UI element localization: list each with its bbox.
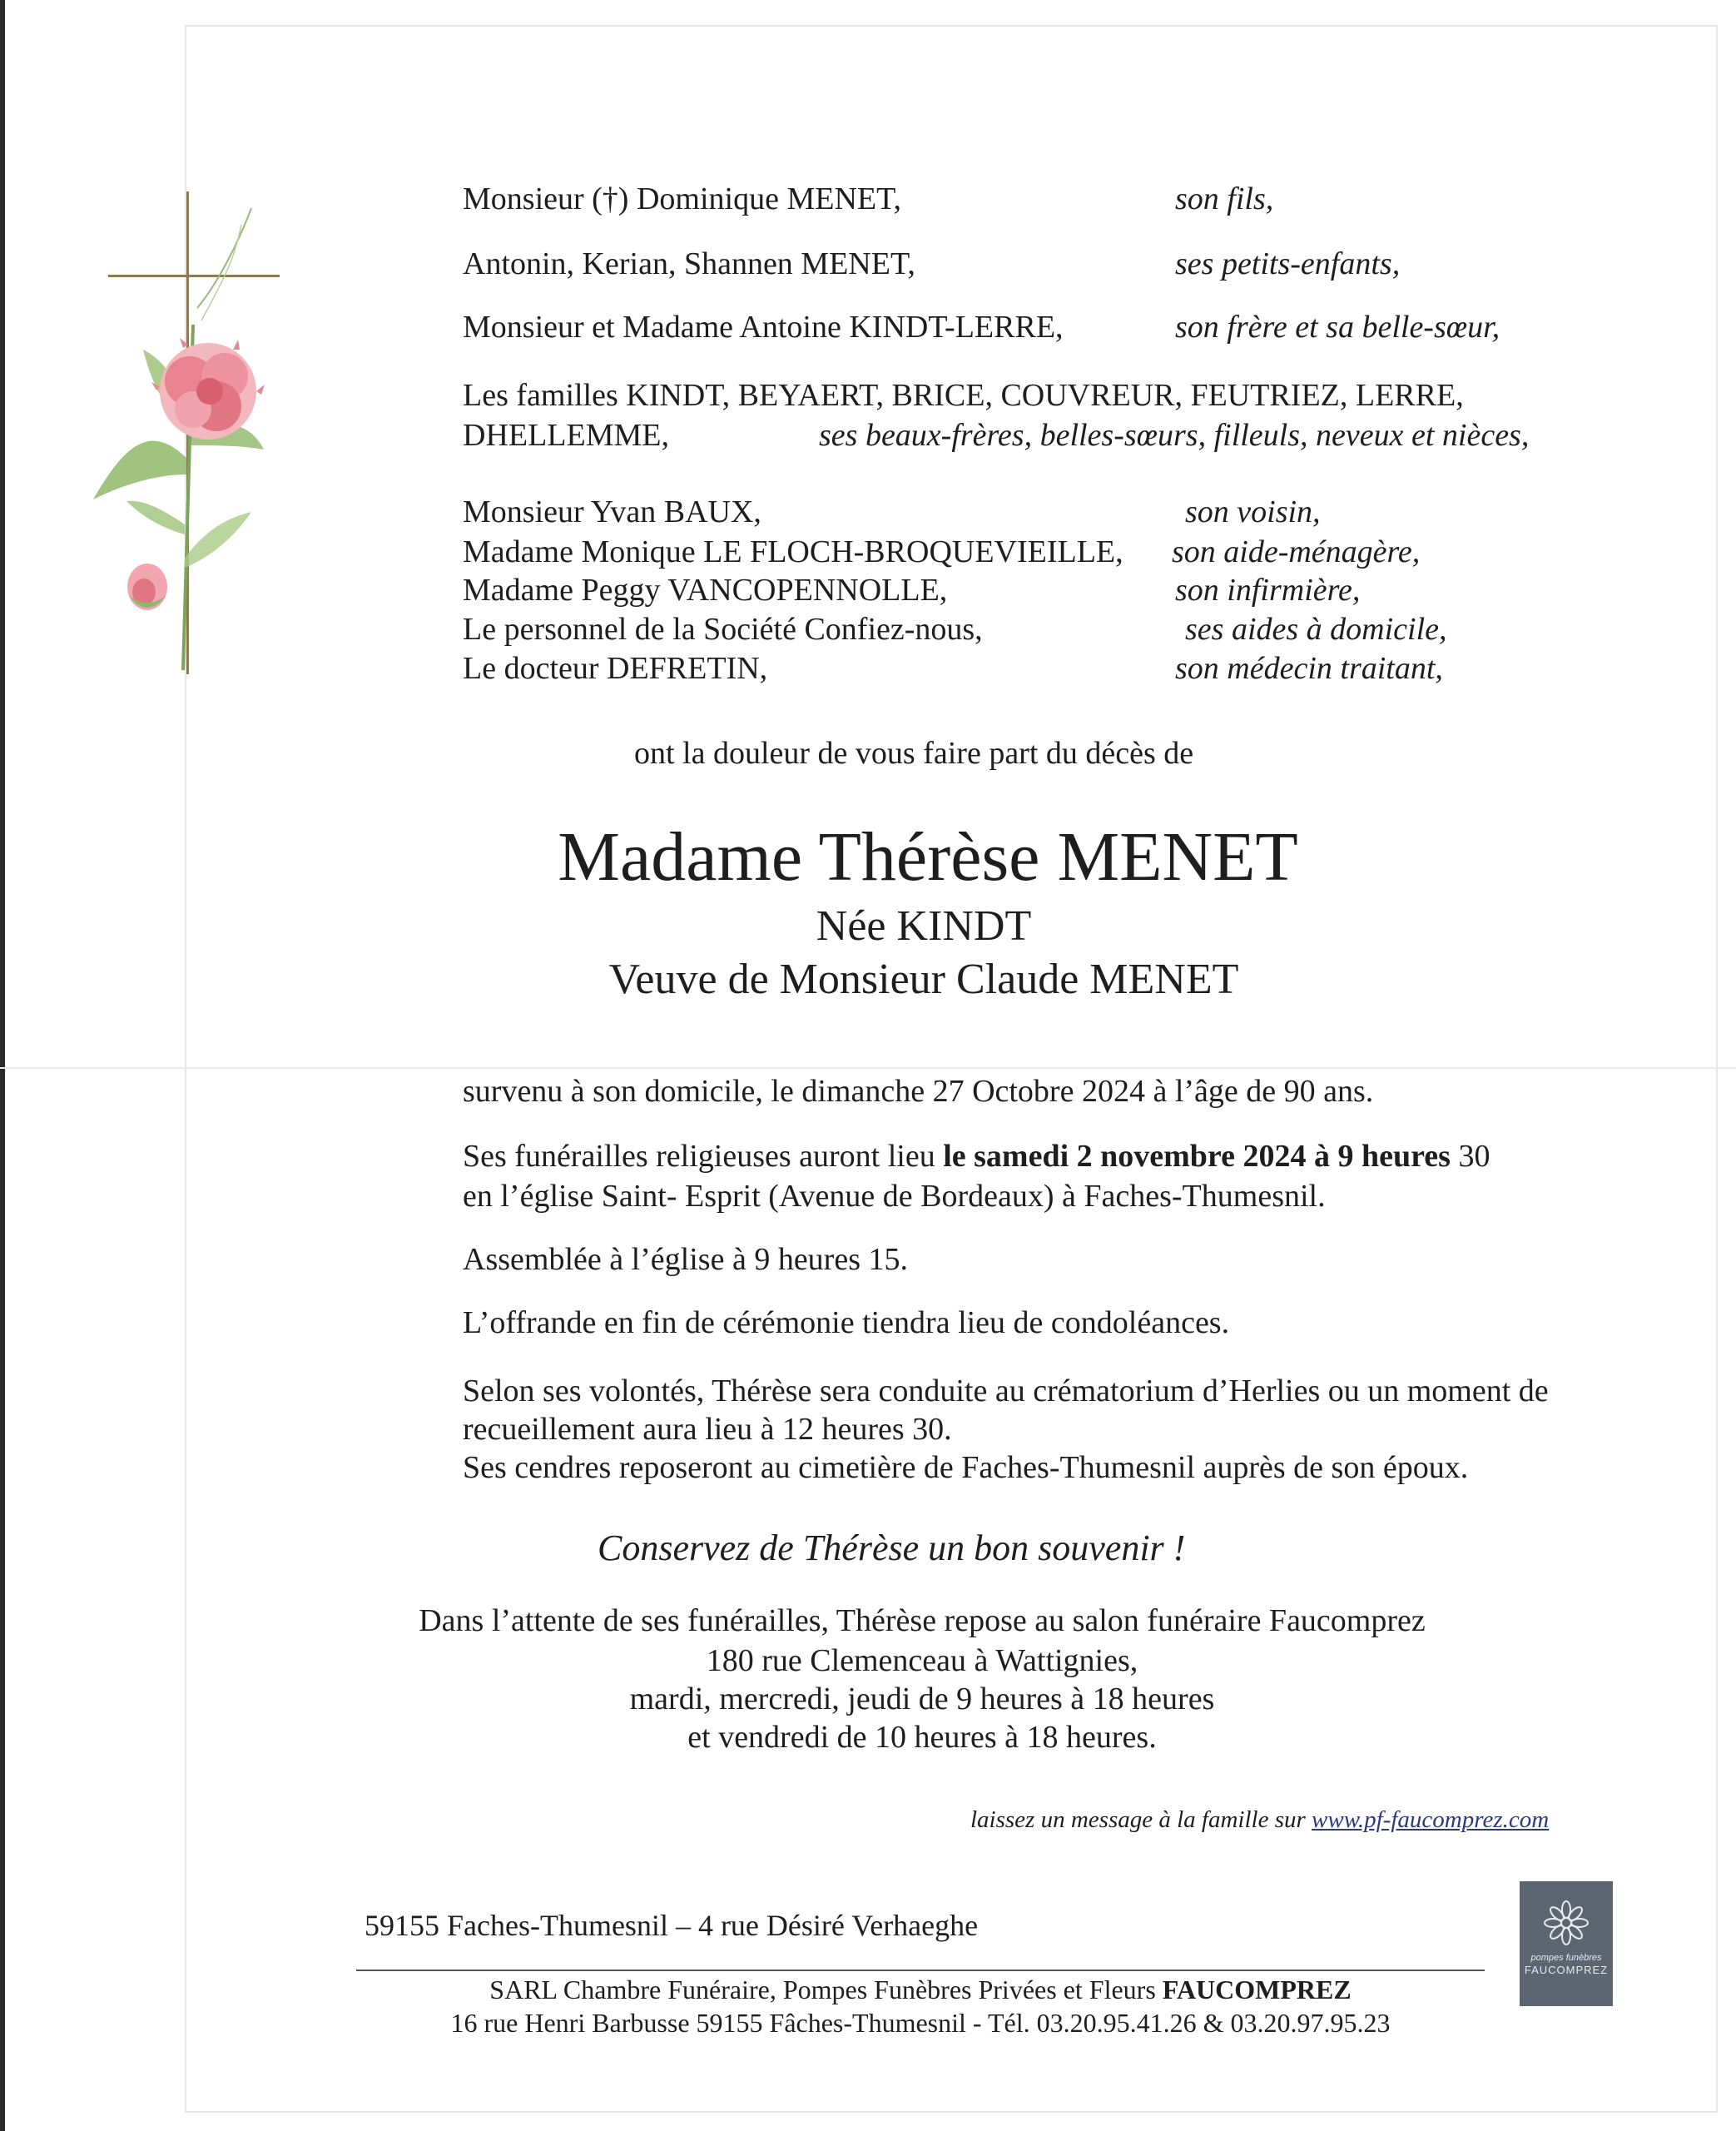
- fold-line: [0, 1067, 1736, 1069]
- company-line: SARL Chambre Funéraire, Pompes Funèbres Privées et Fleurs FAUCOMPREZ: [489, 1975, 1352, 2004]
- mourner-relation: son voisin,: [1185, 494, 1321, 529]
- mourner-name: Monsieur (†) Dominique MENET,: [463, 181, 901, 216]
- mourner-name: Madame Peggy VANCOPENNOLLE,: [463, 573, 948, 608]
- carnation-flower-illustration: [93, 208, 318, 674]
- address: 59155 Faches-Thumesnil – 4 rue Désiré Verhaeghe: [365, 1909, 979, 1942]
- message-line: laissez un message à la famille sur www.pf-faucomprez.com: [970, 1806, 1550, 1833]
- funeral-line: Ses funérailles religieuses auront lieu le samedi 2 novembre 2024 à 9 heures 30: [463, 1139, 1490, 1174]
- mourner-name: Le docteur DEFRETIN,: [463, 651, 768, 686]
- wishes-line: recueillement aura lieu à 12 heures 30.: [463, 1412, 952, 1447]
- deceased-name: Madame Thérèse MENET: [558, 818, 1298, 896]
- families-name: DHELLEMME,: [463, 418, 670, 453]
- mourner-relation: son frère et sa belle-sœur,: [1175, 310, 1500, 345]
- scan-edge: [0, 0, 5, 2131]
- rest-line: mardi, mercredi, jeudi de 9 heures à 18 heures: [629, 1681, 1215, 1716]
- mourner-relation: ses aides à domicile,: [1185, 612, 1447, 647]
- families-relation: ses beaux-frères, belles-sœurs, filleuls, neveux et nièces,: [819, 418, 1530, 453]
- mourner-name: Madame Monique LE FLOCH-BROQUEVIEILLE,: [463, 534, 1123, 569]
- deceased-birth-name: Née KINDT: [816, 902, 1032, 950]
- website-link[interactable]: www.pf-faucomprez.com: [1312, 1806, 1550, 1833]
- offering: L’offrande en fin de cérémonie tiendra lieu de condoléances.: [463, 1305, 1230, 1340]
- mourner-relation: son médecin traitant,: [1175, 651, 1443, 686]
- memory-quote: Conservez de Thérèse un bon souvenir !: [598, 1527, 1186, 1568]
- mourner-relation: son infirmière,: [1175, 573, 1361, 608]
- mourner-name: Le personnel de la Société Confiez-nous,: [463, 612, 983, 647]
- wishes-line: Ses cendres reposeront au cimetière de Faches-Thumesnil auprès de son époux.: [463, 1450, 1469, 1485]
- company-address: 16 rue Henri Barbusse 59155 Fâches-Thumesnil - Tél. 03.20.95.41.26 & 03.20.97.95.23: [450, 2008, 1391, 2038]
- assembly: Assemblée à l’église à 9 heures 15.: [463, 1242, 908, 1277]
- rest-line: 180 rue Clemenceau à Wattignies,: [706, 1643, 1138, 1678]
- mourner-relation: son fils,: [1175, 181, 1274, 216]
- funeral-place: en l’église Saint- Esprit (Avenue de Bordeaux) à Faches-Thumesnil.: [463, 1179, 1326, 1214]
- mourner-relation: son aide-ménagère,: [1172, 534, 1421, 569]
- footer-rule: [356, 1970, 1485, 1971]
- families-line: Les familles KINDT, BEYAERT, BRICE, COUVREUR, FEUTRIEZ, LERRE,: [463, 378, 1464, 413]
- rest-line: Dans l’attente de ses funérailles, Thérèse repose au salon funéraire Faucomprez: [419, 1603, 1426, 1638]
- mourner-name: Antonin, Kerian, Shannen MENET,: [463, 246, 915, 281]
- announcement: ont la douleur de vous faire part du décès de: [634, 736, 1194, 771]
- mourner-name: Monsieur et Madame Antoine KINDT-LERRE,: [463, 310, 1064, 345]
- logo-tagline: pompes funèbres: [1530, 1953, 1602, 1963]
- rest-line: et vendredi de 10 heures à 18 heures.: [687, 1720, 1157, 1755]
- death-line: survenu à son domicile, le dimanche 27 Octobre 2024 à l’âge de 90 ans.: [463, 1074, 1374, 1109]
- logo-name: FAUCOMPREZ: [1524, 1964, 1609, 1976]
- wishes-line: Selon ses volontés, Thérèse sera conduite au crématorium d’Herlies ou un moment de: [463, 1373, 1549, 1408]
- flower-emblem-icon: [1541, 1898, 1591, 1948]
- mourner-name: Monsieur Yvan BAUX,: [463, 494, 761, 529]
- faucomprez-logo: [1520, 1881, 1613, 2006]
- mourner-relation: ses petits-enfants,: [1175, 246, 1401, 281]
- deceased-widow-of: Veuve de Monsieur Claude MENET: [608, 956, 1239, 1003]
